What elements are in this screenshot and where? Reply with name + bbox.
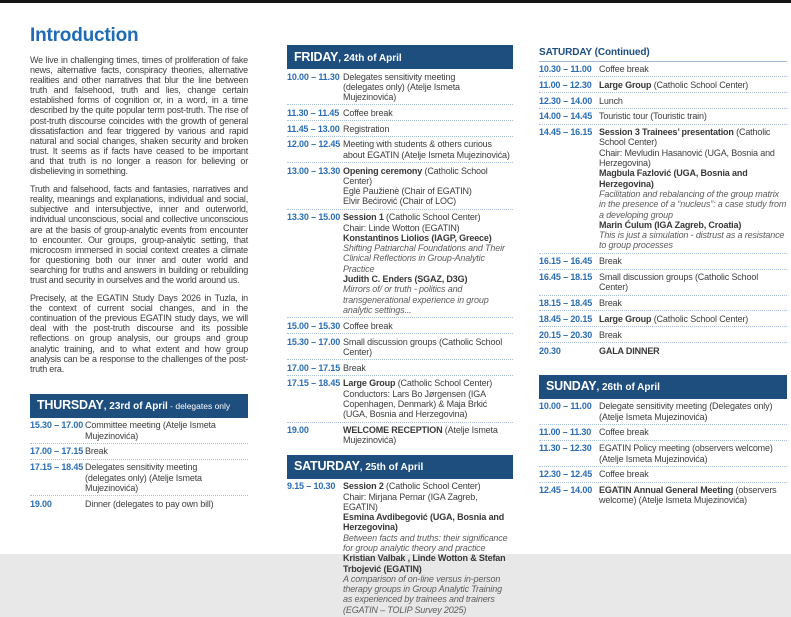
schedule-row [30, 496, 248, 511]
time-range: 11.45 – 13.00 [287, 123, 340, 134]
time-range: 17.15 – 18.45 [287, 378, 341, 389]
event-line: Judith C. Enders (SGAZ, D3G) [343, 274, 468, 285]
time-range: 10.00 – 11.00 [539, 401, 592, 412]
event-line: Break [85, 446, 108, 457]
schedule-row [287, 423, 513, 448]
event-description [599, 96, 787, 106]
schedule-row [30, 418, 248, 444]
event-line: Opening ceremony (Catholic School Center) [343, 165, 488, 186]
schedule-row [539, 254, 787, 270]
event-description [599, 298, 787, 308]
friday-header-bar [287, 45, 513, 69]
event-line: Esmina Avdibegović (UGA, Bosnia and Herzegovina) [343, 512, 505, 533]
schedule-row [539, 311, 787, 327]
event-line: Break [599, 329, 622, 340]
schedule-row [287, 69, 513, 105]
schedule-row [287, 121, 513, 137]
day-name: FRIDAY [294, 49, 339, 64]
event-description [599, 427, 787, 437]
day-name: THURSDAY [37, 398, 104, 413]
schedule-row [539, 467, 787, 483]
schedule-row [30, 460, 248, 496]
time-range: 12.30 – 14.00 [539, 95, 593, 106]
time-range: 10.30 – 11.00 [539, 64, 592, 74]
friday-section [287, 45, 513, 448]
left-column [30, 0, 248, 511]
event-description [343, 212, 513, 315]
event-description [599, 469, 787, 479]
time-range: 20.30 [539, 345, 561, 356]
right-column [539, 0, 787, 508]
event-line: EGATIN Policy meeting (observers welcome) (Atelje Ismeta Mujezinovića) [599, 443, 773, 464]
event-description [599, 256, 787, 266]
day-name: SATURDAY [294, 459, 360, 474]
time-range: 11.00 – 12.30 [539, 79, 592, 90]
day-suffix: - delegates only [167, 401, 231, 412]
event-line: Marin Ćulum (IGA Zagreb, Croatia) [599, 219, 742, 230]
time-range: 15.30 – 17.00 [30, 420, 84, 431]
time-range: 10.00 – 11.30 [287, 71, 340, 82]
schedule-row [287, 163, 513, 210]
time-range: 12.45 – 14.00 [539, 485, 593, 496]
introduction-paragraph: Truth and falsehood, facts and fantasies, narratives and reality, meanings and explanations, individual and social, subjective and intersubjective, inner and outerworld, individual unconscious, social and collective unconscious are at the basis of group-analytic events from encounter to encounter. Our groups, group-analytic setting, that microcosm immersed in social context creates a climate for questioning both our inner and outer world and searching for truths and answers in building or rebuilding trust and security in ourselves and the world around us. [30, 184, 248, 285]
sunday-rows [539, 399, 787, 508]
thursday-header-bar [30, 394, 248, 418]
event-description [343, 321, 513, 331]
schedule-row [539, 93, 787, 109]
event-description [85, 499, 248, 509]
event-line: Chair: Mevludin Hasanović (UGA, Bosnia and Herzegovina) [599, 147, 775, 169]
day-date: , 26th of April [596, 382, 660, 394]
event-line: Session 3 Trainees’ presentation (Catholic School Center) [599, 127, 771, 148]
event-line: EGATIN Annual General Meeting (observers welcome) (Atelje Ismeta Mujezinovića) [599, 485, 777, 506]
schedule-row [539, 62, 787, 78]
event-description [343, 72, 513, 103]
event-line: (delegates only) (Atelje Ismeta Mujezinovića) [343, 81, 460, 103]
introduction-paragraph: Precisely, at the EGATIN Study Days 2026 in Tuzla, in the context of current social changes, and in the continuation of the previous EGATIN study days, we will deal with the post-truth discourse and its possible reflections on group analysis, our groups and group analytic training, and to what extent and how group analysis can be a response to the challenges of the post-truth era. [30, 293, 248, 374]
time-range: 9.15 – 10.30 [287, 481, 336, 492]
event-line: Coffee break [599, 64, 649, 74]
event-description [599, 346, 787, 356]
time-range: 14.00 – 14.45 [539, 111, 593, 122]
event-description [343, 166, 513, 207]
thursday-section [30, 394, 248, 511]
schedule-row [539, 327, 787, 343]
event-line: Delegates sensitivity meeting [85, 462, 198, 473]
event-line: Coffee break [343, 107, 393, 118]
schedule-row [287, 137, 513, 163]
time-range: 13.00 – 13.30 [287, 165, 341, 176]
schedule-row [539, 343, 787, 358]
time-range: 11.30 – 12.30 [539, 443, 592, 454]
event-description [599, 272, 787, 293]
event-description [85, 446, 248, 456]
event-line: Mirrors of/ or truth - politics and transgenerational experience in group analytic settings... [343, 284, 489, 315]
event-description [343, 378, 513, 419]
schedule-row [287, 360, 513, 376]
event-line: Coffee break [599, 469, 649, 480]
event-line: WELCOME RECEPTION (Atelje Ismeta Mujezinovića) [343, 425, 498, 446]
day-date: , 25th of April [359, 462, 424, 474]
event-line: Session 2 (Catholic School Center) [343, 481, 481, 492]
event-line: Committee meeting (Atelje Ismeta Mujezinovića) [85, 420, 216, 441]
time-range: 18.45 – 20.15 [539, 313, 593, 324]
day-name: SUNDAY [546, 379, 597, 394]
event-line: Small discussion groups (Catholic School Center) [343, 336, 503, 357]
time-range: 12.30 – 12.45 [539, 469, 593, 480]
day-date: , 24th of April [338, 52, 402, 64]
schedule-row [287, 334, 513, 360]
event-line: Large Group (Catholic School Center) [599, 313, 749, 324]
middle-column [287, 0, 513, 617]
schedule-row [539, 270, 787, 296]
sunday-header-bar [539, 375, 787, 399]
event-line: Break [599, 298, 622, 309]
schedule-row [539, 399, 787, 425]
schedule-row [539, 125, 787, 254]
saturday-section [287, 455, 513, 617]
time-range: 11.30 – 11.45 [287, 107, 340, 118]
schedule-row [287, 479, 513, 617]
saturday-continued-rows [539, 62, 787, 358]
time-range: 15.00 – 15.30 [287, 320, 341, 331]
time-range: 19.00 [287, 425, 309, 436]
event-description [599, 127, 787, 251]
event-description [599, 443, 787, 464]
event-line: Registration [343, 123, 390, 134]
saturday-continued-header: SATURDAY (Continued) [539, 47, 787, 62]
event-description [343, 337, 513, 358]
event-line: Break [599, 256, 622, 267]
schedule-row [287, 210, 513, 318]
event-line: This is just a simulation - distrust as a resistance to group processes [599, 230, 785, 251]
event-line: Chair: Mirjana Pernar (IGA Zagreb, EGATIN) [343, 491, 478, 512]
event-line: Dinner (delegates to pay own bill) [85, 498, 214, 509]
event-line: Touristic tour (Touristic train) [599, 111, 707, 122]
time-range: 20.15 – 20.30 [539, 329, 593, 340]
saturday-rows [287, 479, 513, 617]
event-line: Lunch [599, 95, 623, 106]
time-range: 17.00 – 17.15 [30, 446, 84, 457]
event-line: Session 1 (Catholic School Center) [343, 212, 481, 223]
event-description [343, 124, 513, 134]
time-range: 16.45 – 18.15 [539, 272, 593, 283]
time-range: 12.00 – 12.45 [287, 139, 341, 150]
event-description [599, 80, 787, 90]
thursday-rows [30, 418, 248, 511]
schedule-row [287, 376, 513, 423]
event-line: Shifting Patriarchal Foundations and Their Clinical Reflections in Group-Analytic Practice [343, 243, 505, 274]
event-line: Small discussion groups (Catholic School Center) [599, 272, 759, 293]
event-line: Between facts and truths: their significance for group analytic theory and practice [343, 532, 508, 553]
event-description [599, 401, 787, 422]
schedule-row [287, 105, 513, 121]
schedule-row [539, 425, 787, 441]
time-range: 17.15 – 18.45 [30, 462, 84, 473]
event-line: Delegates sensitivity meeting [343, 71, 456, 82]
time-range: 11.00 – 11.30 [539, 427, 592, 438]
event-line: Coffee break [343, 320, 393, 331]
event-description [85, 420, 248, 441]
event-description [343, 481, 513, 615]
time-range: 16.15 – 16.45 [539, 256, 593, 267]
event-line: Konstantinos Liolios (IAGP, Greece) [343, 232, 492, 243]
sunday-section [539, 375, 787, 508]
event-line: Conductors: Lars Bo Jørgensen (IGA Copenhagen, Denmark) & Maja Brkić (UGA, Bosnia and Herzegovina) [343, 388, 488, 420]
saturday-continued-section [539, 47, 787, 358]
event-description [343, 425, 513, 446]
introduction-paragraph: We live in challenging times, times of proliferation of fake news, alternative facts, conspiracy theories, alternative realities and other narratives that blur the line between truth and falsehood, truth and lies, change certain established forms of cognition or, in a word, in a time described by the quite popular term post-truth. The rise of post-truth discourse coincides with the growth of general dissatisfaction and fear triggered by various and rapid natural and social changes, shaken security and broken trust. It seems as if facts have ceased to be important and that truth is no longer a reason for believing or disbelieving in something. [30, 55, 248, 177]
event-line: Facilitation and rebalancing of the group matrix in the presence of a “nucleus”: a case study from a developing group [599, 188, 787, 220]
introduction-section [30, 25, 248, 374]
event-line: Delegate sensitivity meeting (Delegates only) (Atelje Ismeta Mujezinovića) [599, 401, 773, 422]
event-line: Elvir Bećirović (Chair of LOC) [343, 196, 457, 207]
schedule-row [539, 77, 787, 93]
event-description [343, 139, 513, 160]
saturday-header-bar [287, 455, 513, 479]
event-line: (delegates only) (Atelje Ismeta Mujezinovića) [85, 472, 202, 493]
event-line: Large Group (Catholic School Center) [599, 79, 749, 90]
event-line: A comparison of on-line versus in-person therapy groups in Group Analytic Training as experienced by trainees and trainers (EGATIN – TOLIP Survey 2025) [343, 573, 502, 615]
schedule-row [539, 441, 787, 467]
event-line: Eglė Paužienė (Chair of EGATIN) [343, 186, 472, 197]
event-line: Chair: Linde Wotton (EGATIN) [343, 222, 460, 233]
time-range: 15.30 – 17.00 [287, 336, 341, 347]
friday-rows [287, 69, 513, 448]
event-description [599, 485, 787, 506]
event-line: Coffee break [599, 427, 649, 438]
introduction-title: Introduction [30, 25, 139, 46]
time-range: 17.00 – 17.15 [287, 362, 341, 373]
schedule-row [30, 444, 248, 460]
event-description [85, 462, 248, 493]
schedule-row [539, 109, 787, 125]
time-range: 13.30 – 15.00 [287, 212, 341, 223]
time-range: 19.00 [30, 498, 52, 509]
day-date: , 23rd of April [103, 401, 168, 413]
schedule-row [539, 483, 787, 508]
schedule-row [287, 318, 513, 334]
event-description [343, 108, 513, 118]
event-line: Break [343, 362, 366, 373]
event-line: GALA DINNER [599, 345, 660, 356]
time-range: 18.15 – 18.45 [539, 298, 593, 309]
event-line: Meeting with students & others curious about EGATIN (Atelje Ismeta Mujezinovića) [343, 139, 510, 160]
event-description [599, 314, 787, 324]
event-line: Magbula Fazlović (UGA, Bosnia and Herzegovina) [599, 168, 748, 189]
event-description [343, 363, 513, 373]
schedule-row [539, 296, 787, 312]
event-description [599, 64, 787, 74]
event-description [599, 330, 787, 340]
event-line: Kristian Valbak , Linde Wotton & Stefan Trbojević (EGATIN) [343, 553, 506, 574]
event-description [599, 111, 787, 121]
event-line: Large Group (Catholic School Center) [343, 378, 493, 389]
time-range: 14.45 – 16.15 [539, 127, 593, 138]
